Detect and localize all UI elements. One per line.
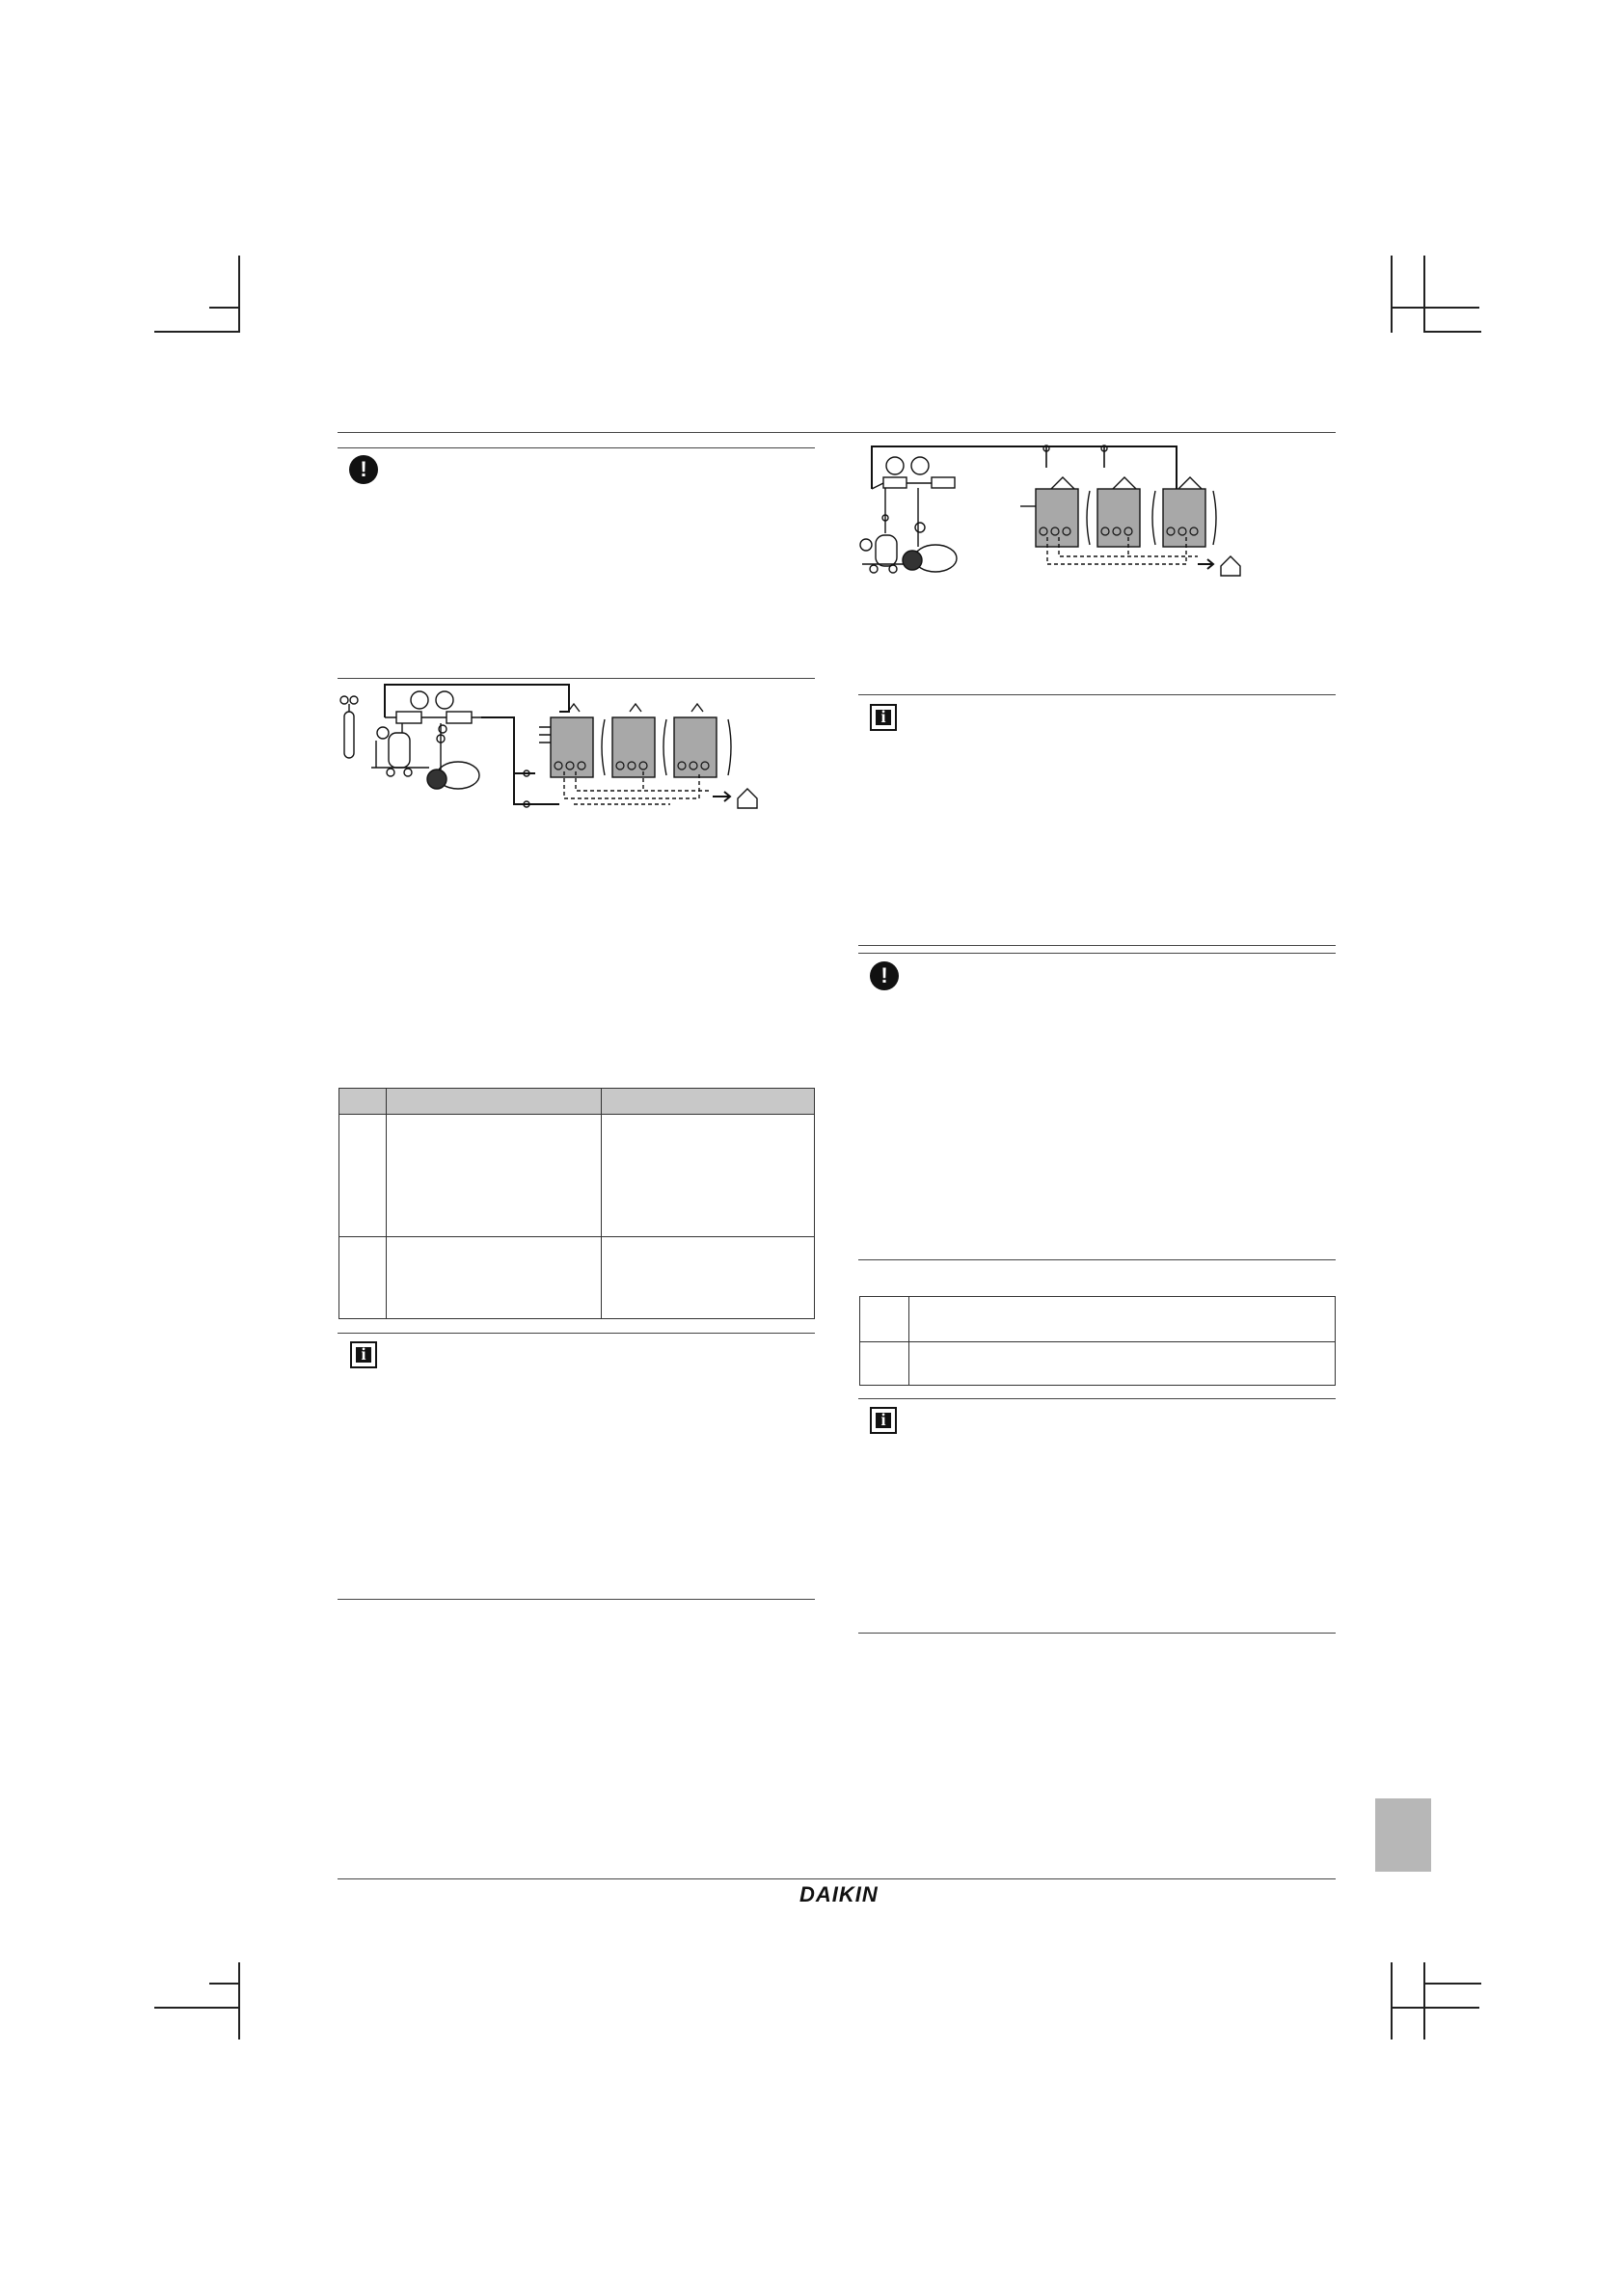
table-cell [339,1115,387,1237]
table-header-cell [387,1089,602,1115]
table-cell [387,1115,602,1237]
information-icon [870,704,897,731]
crop-mark [1393,2007,1479,2009]
notice-rule [338,1333,815,1334]
crop-mark [1423,331,1481,333]
table-header-cell [339,1089,387,1115]
table-cell [602,1115,815,1237]
footer-rule [338,1878,1336,1879]
notice-end-rule [858,1633,1336,1634]
notice-rule [858,694,1336,695]
crop-mark [209,307,238,309]
crop-mark [209,1983,238,1985]
table-cell [339,1237,387,1319]
crop-mark [154,331,239,333]
options-table [859,1296,1336,1386]
table-cell [860,1342,909,1386]
table-cell [602,1237,815,1319]
information-icon [350,1341,377,1368]
crop-mark [1423,256,1425,333]
warning-icon: ! [349,455,378,484]
crop-mark [238,1962,240,2039]
table-row [860,1342,1336,1386]
piping-diagram-left [333,683,786,827]
chapter-tab [1375,1798,1431,1872]
table-row [339,1115,815,1237]
header-rule [338,432,1336,433]
notice-rule [338,447,815,448]
crop-mark [1391,256,1393,333]
table-cell [909,1297,1336,1342]
information-icon [870,1407,897,1434]
notice-end-rule [338,1599,815,1600]
warning-icon: ! [870,961,899,990]
crop-mark [1391,1962,1393,2039]
crop-mark [1423,1983,1481,1985]
table-header-row [339,1089,815,1115]
figure-rule [338,678,815,679]
notice-rule [858,1398,1336,1399]
table-row [339,1237,815,1319]
daikin-logo: DAIKIN [799,1882,879,1906]
table-cell [909,1342,1336,1386]
section-rule [858,1259,1336,1260]
table-header-cell [602,1089,815,1115]
table-cell [387,1237,602,1319]
table-cell [860,1297,909,1342]
piping-diagram-right [858,439,1263,593]
crop-mark [1393,307,1479,309]
crop-mark [238,256,240,333]
notice-rule [858,945,1336,946]
crop-mark [154,2007,239,2009]
crop-mark [1423,1962,1425,2039]
notice-rule [858,953,1336,954]
table-row [860,1297,1336,1342]
settings-table [338,1088,815,1319]
